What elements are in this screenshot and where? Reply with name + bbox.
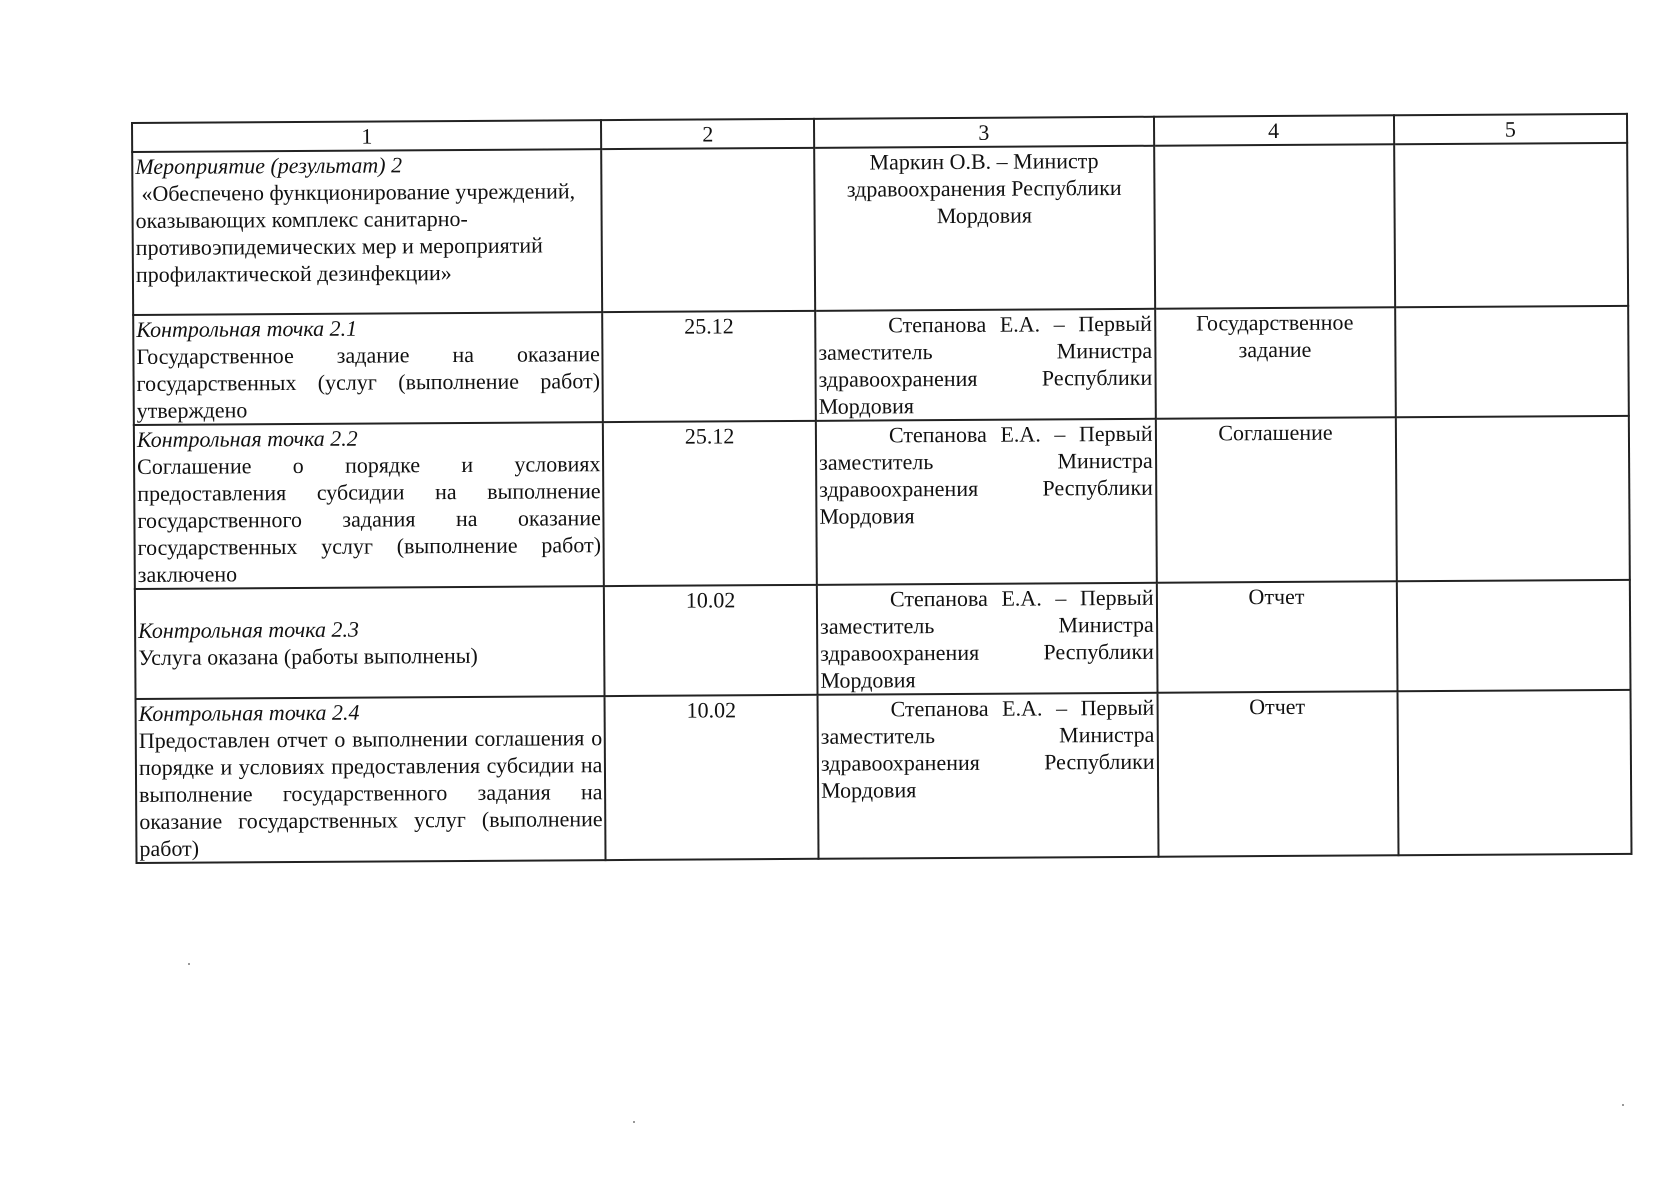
row-label: Контрольная точка 2.4	[138, 699, 360, 726]
column-header-5: 5	[1393, 114, 1627, 144]
responsible-text: Степанова Е.А. – Первый заместитель Министра здравоохранения Республики Мордовия	[819, 420, 1153, 529]
date-cell: 10.02	[605, 695, 819, 860]
column-header-3: 3	[814, 117, 1154, 148]
column-5-cell	[1396, 580, 1630, 691]
responsible-text: Степанова Е.А. – Первый заместитель Министра здравоохранения Республики Мордовия	[820, 584, 1154, 693]
column-header-2: 2	[601, 119, 814, 149]
row-description: «Обеспечено функционирование учреждений, оказывающих комплекс санитарно-противоэпидемических мер и мероприятий профилактической дезинфекции»	[135, 178, 576, 287]
table-row	[132, 143, 1628, 315]
date-cell: 10.02	[604, 585, 817, 696]
activity-cell	[136, 696, 606, 863]
table-row	[135, 580, 1631, 699]
responsible-cell	[818, 693, 1159, 859]
responsible-text: Степанова Е.А. – Первый заместитель Министра здравоохранения Республики Мордовия	[818, 310, 1153, 419]
responsible-cell: Маркин О.В. – Министр здравоохранения Республики Мордовия	[814, 146, 1155, 311]
column-5-cell	[1397, 690, 1631, 855]
activity-cell	[134, 422, 604, 589]
table-row	[134, 416, 1630, 589]
date-cell: 25.12	[603, 421, 817, 586]
document-cell: Соглашение	[1155, 417, 1396, 582]
document-cell	[1154, 144, 1395, 308]
row-description: Государственное задание на оказание государственных (услуг (выполнение работ) утверждено	[136, 341, 601, 423]
row-description: Предоставлен отчет о выполнении соглашения о порядке и условиях предоставления субсидии на выполнение государственного задания на оказание государственных услуг (выполнение работ)	[138, 725, 603, 861]
column-header-1: 1	[132, 120, 602, 152]
row-description: Соглашение о порядке и условиях предоставления субсидии на выполнение государственного задания на оказание государственных услуг (выполнение работ) заключено	[137, 451, 602, 587]
date-cell: 25.12	[603, 311, 816, 422]
row-label: Контрольная точка 2.3	[138, 616, 360, 643]
scan-speck	[633, 1121, 635, 1123]
scan-speck	[1622, 1104, 1624, 1106]
activity-cell	[132, 149, 602, 315]
document-cell: Отчет	[1157, 691, 1398, 856]
control-points-table	[131, 113, 1633, 864]
activity-cell	[133, 312, 603, 425]
table-row	[133, 306, 1629, 425]
responsible-cell	[816, 419, 1157, 585]
column-5-cell	[1395, 306, 1629, 417]
document-cell: Государственное задание	[1155, 307, 1396, 418]
document-cell: Отчет	[1156, 581, 1397, 692]
table-row	[136, 690, 1632, 863]
responsible-text: Степанова Е.А. – Первый заместитель Министра здравоохранения Республики Мордовия	[820, 694, 1155, 803]
row-description: Услуга оказана (работы выполнены)	[138, 642, 478, 670]
column-5-cell	[1395, 416, 1629, 581]
date-cell	[602, 148, 816, 312]
scan-speck	[188, 963, 190, 965]
activity-cell	[135, 586, 605, 699]
row-label: Контрольная точка 2.2	[136, 425, 358, 452]
column-5-cell	[1394, 143, 1628, 307]
row-label: Мероприятие (результат) 2	[135, 152, 403, 179]
responsible-cell	[815, 309, 1155, 421]
column-header-4: 4	[1154, 115, 1394, 145]
responsible-cell	[817, 583, 1157, 695]
row-label: Контрольная точка 2.1	[136, 315, 358, 342]
